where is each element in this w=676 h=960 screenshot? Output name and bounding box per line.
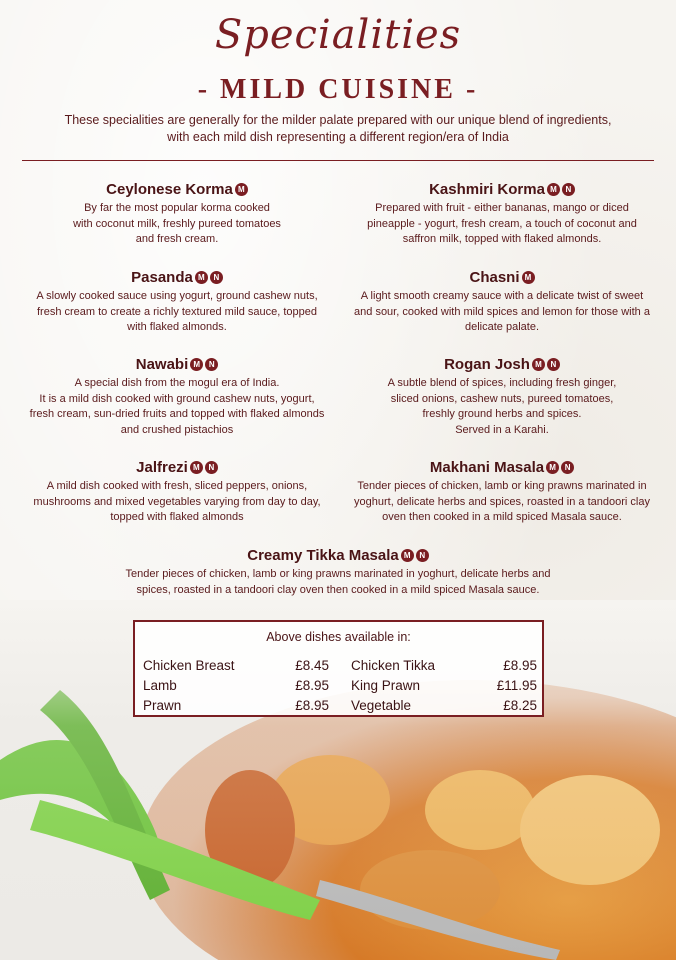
dish-name (60, 546, 616, 566)
mild-badge-icon: M (546, 461, 559, 474)
dish-description-line: A subtle blend of spices, including fresh ginger, (387, 377, 617, 389)
dish-name-text: Nawabi (135, 356, 189, 373)
dish-name (22, 268, 332, 288)
dish-description-line: and sour, cooked with mild spices and lemon for those with a (354, 305, 650, 318)
dish-item (346, 268, 658, 336)
dish-item (22, 180, 332, 248)
price-box (133, 620, 544, 717)
price-item-name: Prawn (143, 698, 182, 713)
price-item-value: £8.95 (295, 698, 329, 713)
dish-description-line: A light smooth creamy sauce with a delicate twist of sweet (360, 290, 644, 302)
dish-name (346, 268, 658, 288)
price-item-name: King Prawn (351, 678, 421, 693)
intro-line: with each mild dish representing a different region/era of India (167, 130, 509, 144)
mild-badge-icon: M (190, 358, 203, 371)
dish-name (22, 355, 332, 375)
dish-name-text: Rogan Josh (444, 356, 530, 373)
dish-description-line: A special dish from the mogul era of India. (74, 377, 280, 389)
dish-description (22, 201, 332, 248)
nuts-badge-icon: N (562, 183, 575, 196)
dish-description-line: yoghurt, delicate herbs and spices, roasted in a tandoori clay (354, 495, 650, 508)
dish-item (346, 355, 658, 438)
price-item-value: £11.95 (496, 678, 537, 693)
mild-badge-icon: M (190, 461, 203, 474)
divider (22, 160, 654, 161)
dish-item (346, 180, 658, 248)
dish-description (22, 479, 332, 526)
dish-description-line: Served in a Karahi. (455, 423, 549, 436)
nuts-badge-icon: N (205, 461, 218, 474)
dish-description-line: sliced onions, cashew nuts, pureed tomatoes, (390, 392, 614, 405)
dish-description-line: saffron milk, topped with flaked almonds. (402, 233, 602, 245)
nuts-badge-icon: N (561, 461, 574, 474)
price-item-value: £8.45 (295, 658, 329, 673)
dish-description-line: mushrooms and mixed vegetables varying from day to day, (33, 495, 321, 508)
page-title: Specialities (214, 12, 462, 58)
mild-badge-icon: M (522, 271, 535, 284)
dish-name-text: Creamy Tikka Masala (247, 547, 399, 564)
price-item-name: Chicken Breast (143, 658, 235, 673)
dish-description (346, 289, 658, 336)
dish-name-text: Kashmiri Korma (429, 181, 545, 198)
dish-name-text: Ceylonese Korma (106, 181, 233, 198)
price-item-value: £8.95 (295, 678, 329, 693)
dish-description-line: delicate palate. (465, 321, 539, 333)
dish-description-line: Prepared with fruit - either bananas, mango or diced (375, 202, 629, 214)
price-item-name: Vegetable (351, 698, 412, 713)
nuts-badge-icon: N (210, 271, 223, 284)
intro-line: These specialities are generally for the milder palate prepared with our unique blend of ingredients, (64, 113, 612, 127)
dish-description (22, 289, 332, 336)
dish-description-line: oven then cooked in a mild spiced Masala sauce. (382, 511, 622, 523)
intro-text (40, 112, 636, 146)
section-title: - MILD CUISINE - (197, 74, 479, 105)
price-item-name: Lamb (143, 678, 177, 693)
dish-description-line: and fresh cream. (135, 233, 219, 245)
dish-name (22, 180, 332, 200)
dish-description (346, 201, 658, 248)
dish-name-text: Makhani Masala (429, 459, 545, 476)
price-row (143, 656, 329, 676)
price-heading: Above dishes available in: (266, 630, 411, 644)
dish-description-line: with flaked almonds. (127, 321, 227, 333)
dish-name (346, 355, 658, 375)
dish-description-line: Tender pieces of chicken, lamb or king prawns marinated in yoghurt, delicate herbs and (125, 568, 551, 580)
dish-name-text: Chasni (469, 269, 520, 286)
dish-name (22, 458, 332, 478)
mild-badge-icon: M (401, 549, 414, 562)
nuts-badge-icon: N (205, 358, 218, 371)
dish-name-text: Jalfrezi (136, 459, 188, 476)
nuts-badge-icon: N (416, 549, 429, 562)
dish-description (346, 479, 658, 526)
dish-description-line: spices, roasted in a tandoori clay oven then cooked in a mild spiced Masala sauce. (136, 583, 540, 596)
price-item-value: £8.95 (503, 658, 537, 673)
price-item-value: £8.25 (503, 698, 537, 713)
dish-description-line: fresh cream to create a richly textured mild sauce, topped (36, 305, 318, 318)
dish-description-line: A slowly cooked sauce using yogurt, ground cashew nuts, (36, 290, 318, 302)
price-row (351, 656, 537, 676)
dish-item (346, 458, 658, 526)
mild-badge-icon: M (532, 358, 545, 371)
dish-description-line: topped with flaked almonds (110, 511, 244, 523)
mild-badge-icon: M (235, 183, 248, 196)
dish-item (22, 268, 332, 336)
price-row (351, 676, 537, 696)
dish-description (22, 376, 332, 438)
dish-description (60, 567, 616, 598)
price-row (143, 676, 329, 696)
dish-description-line: pineapple - yogurt, fresh cream, a touch of coconut and (367, 217, 637, 230)
dish-item (22, 355, 332, 438)
dish-name-text: Pasanda (131, 269, 193, 286)
dish-description-line: Tender pieces of chicken, lamb or king prawns marinated in (357, 480, 647, 492)
dish-item (22, 458, 332, 526)
dish-description-line: with coconut milk, freshly pureed tomatoes (73, 217, 281, 230)
dish-description-line: By far the most popular korma cooked (84, 202, 270, 214)
dish-description-line: fresh cream, sun-dried fruits and topped with flaked almonds (29, 408, 325, 420)
dish-item (60, 546, 616, 598)
mild-badge-icon: M (547, 183, 560, 196)
price-item-name: Chicken Tikka (351, 658, 436, 673)
dish-description-line: It is a mild dish cooked with ground cashew nuts, yogurt, (39, 392, 315, 405)
dish-name (346, 458, 658, 478)
dish-description (346, 376, 658, 438)
price-row (351, 696, 537, 716)
dish-description-line: A mild dish cooked with fresh, sliced peppers, onions, (46, 480, 308, 492)
dish-name (346, 180, 658, 200)
dish-description-line: and crushed pistachios (120, 423, 234, 436)
nuts-badge-icon: N (547, 358, 560, 371)
dish-description-line: freshly ground herbs and spices. (422, 408, 582, 420)
price-row (143, 696, 329, 716)
mild-badge-icon: M (195, 271, 208, 284)
